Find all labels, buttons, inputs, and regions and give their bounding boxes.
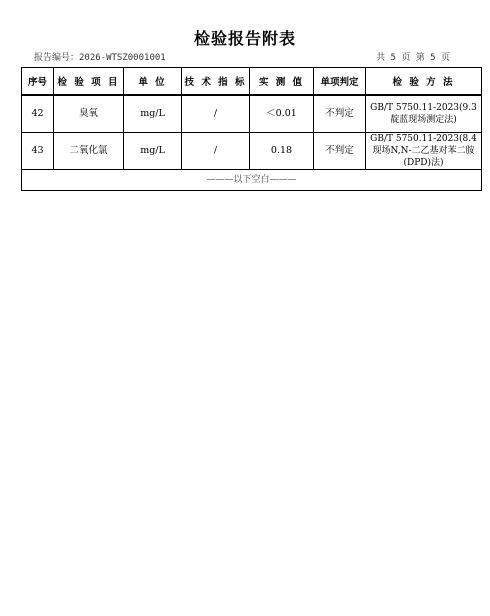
col-header-no: 序号 bbox=[22, 68, 54, 96]
cell-no: 42 bbox=[22, 95, 54, 133]
cell-judgement: 不判定 bbox=[314, 95, 366, 133]
cell-measured: ＜0.01 bbox=[250, 95, 314, 133]
table-row bbox=[22, 95, 482, 133]
cell-spec: / bbox=[182, 95, 250, 133]
blank-below-note: ———以下空白——— bbox=[22, 170, 482, 191]
col-header-spec: 技 术 指 标 bbox=[182, 68, 250, 96]
page-info: 共 5 页 第 5 页 bbox=[376, 53, 450, 63]
cell-measured: 0.18 bbox=[250, 133, 314, 170]
cell-item: 臭氧 bbox=[54, 95, 124, 133]
cell-method: GB/T 5750.11-2023(9.3靛蓝现场测定法) bbox=[366, 95, 482, 133]
table-row bbox=[22, 133, 482, 170]
cell-unit: mg/L bbox=[124, 133, 182, 170]
cell-unit: mg/L bbox=[124, 95, 182, 133]
col-header-item: 检 验 项 目 bbox=[54, 68, 124, 96]
table-footer-row bbox=[22, 170, 482, 191]
report-number: 报告编号：2026-WTSZ0001001 bbox=[34, 53, 166, 63]
cell-method: GB/T 5750.11-2023(8.4现场N,N-二乙基对苯二胺(DPD)法) bbox=[366, 133, 482, 170]
cell-judgement: 不判定 bbox=[314, 133, 366, 170]
cell-no: 43 bbox=[22, 133, 54, 170]
col-header-method: 检 验 方 法 bbox=[366, 68, 482, 96]
result-table bbox=[21, 67, 482, 191]
col-header-judgement: 单项判定 bbox=[314, 68, 366, 96]
report-title: 检验报告附表 bbox=[193, 29, 296, 48]
cell-item: 二氧化氯 bbox=[54, 133, 124, 170]
col-header-measured: 实 测 值 bbox=[250, 68, 314, 96]
table-header-row bbox=[22, 68, 482, 96]
cell-spec: / bbox=[182, 133, 250, 170]
col-header-unit: 单 位 bbox=[124, 68, 182, 96]
